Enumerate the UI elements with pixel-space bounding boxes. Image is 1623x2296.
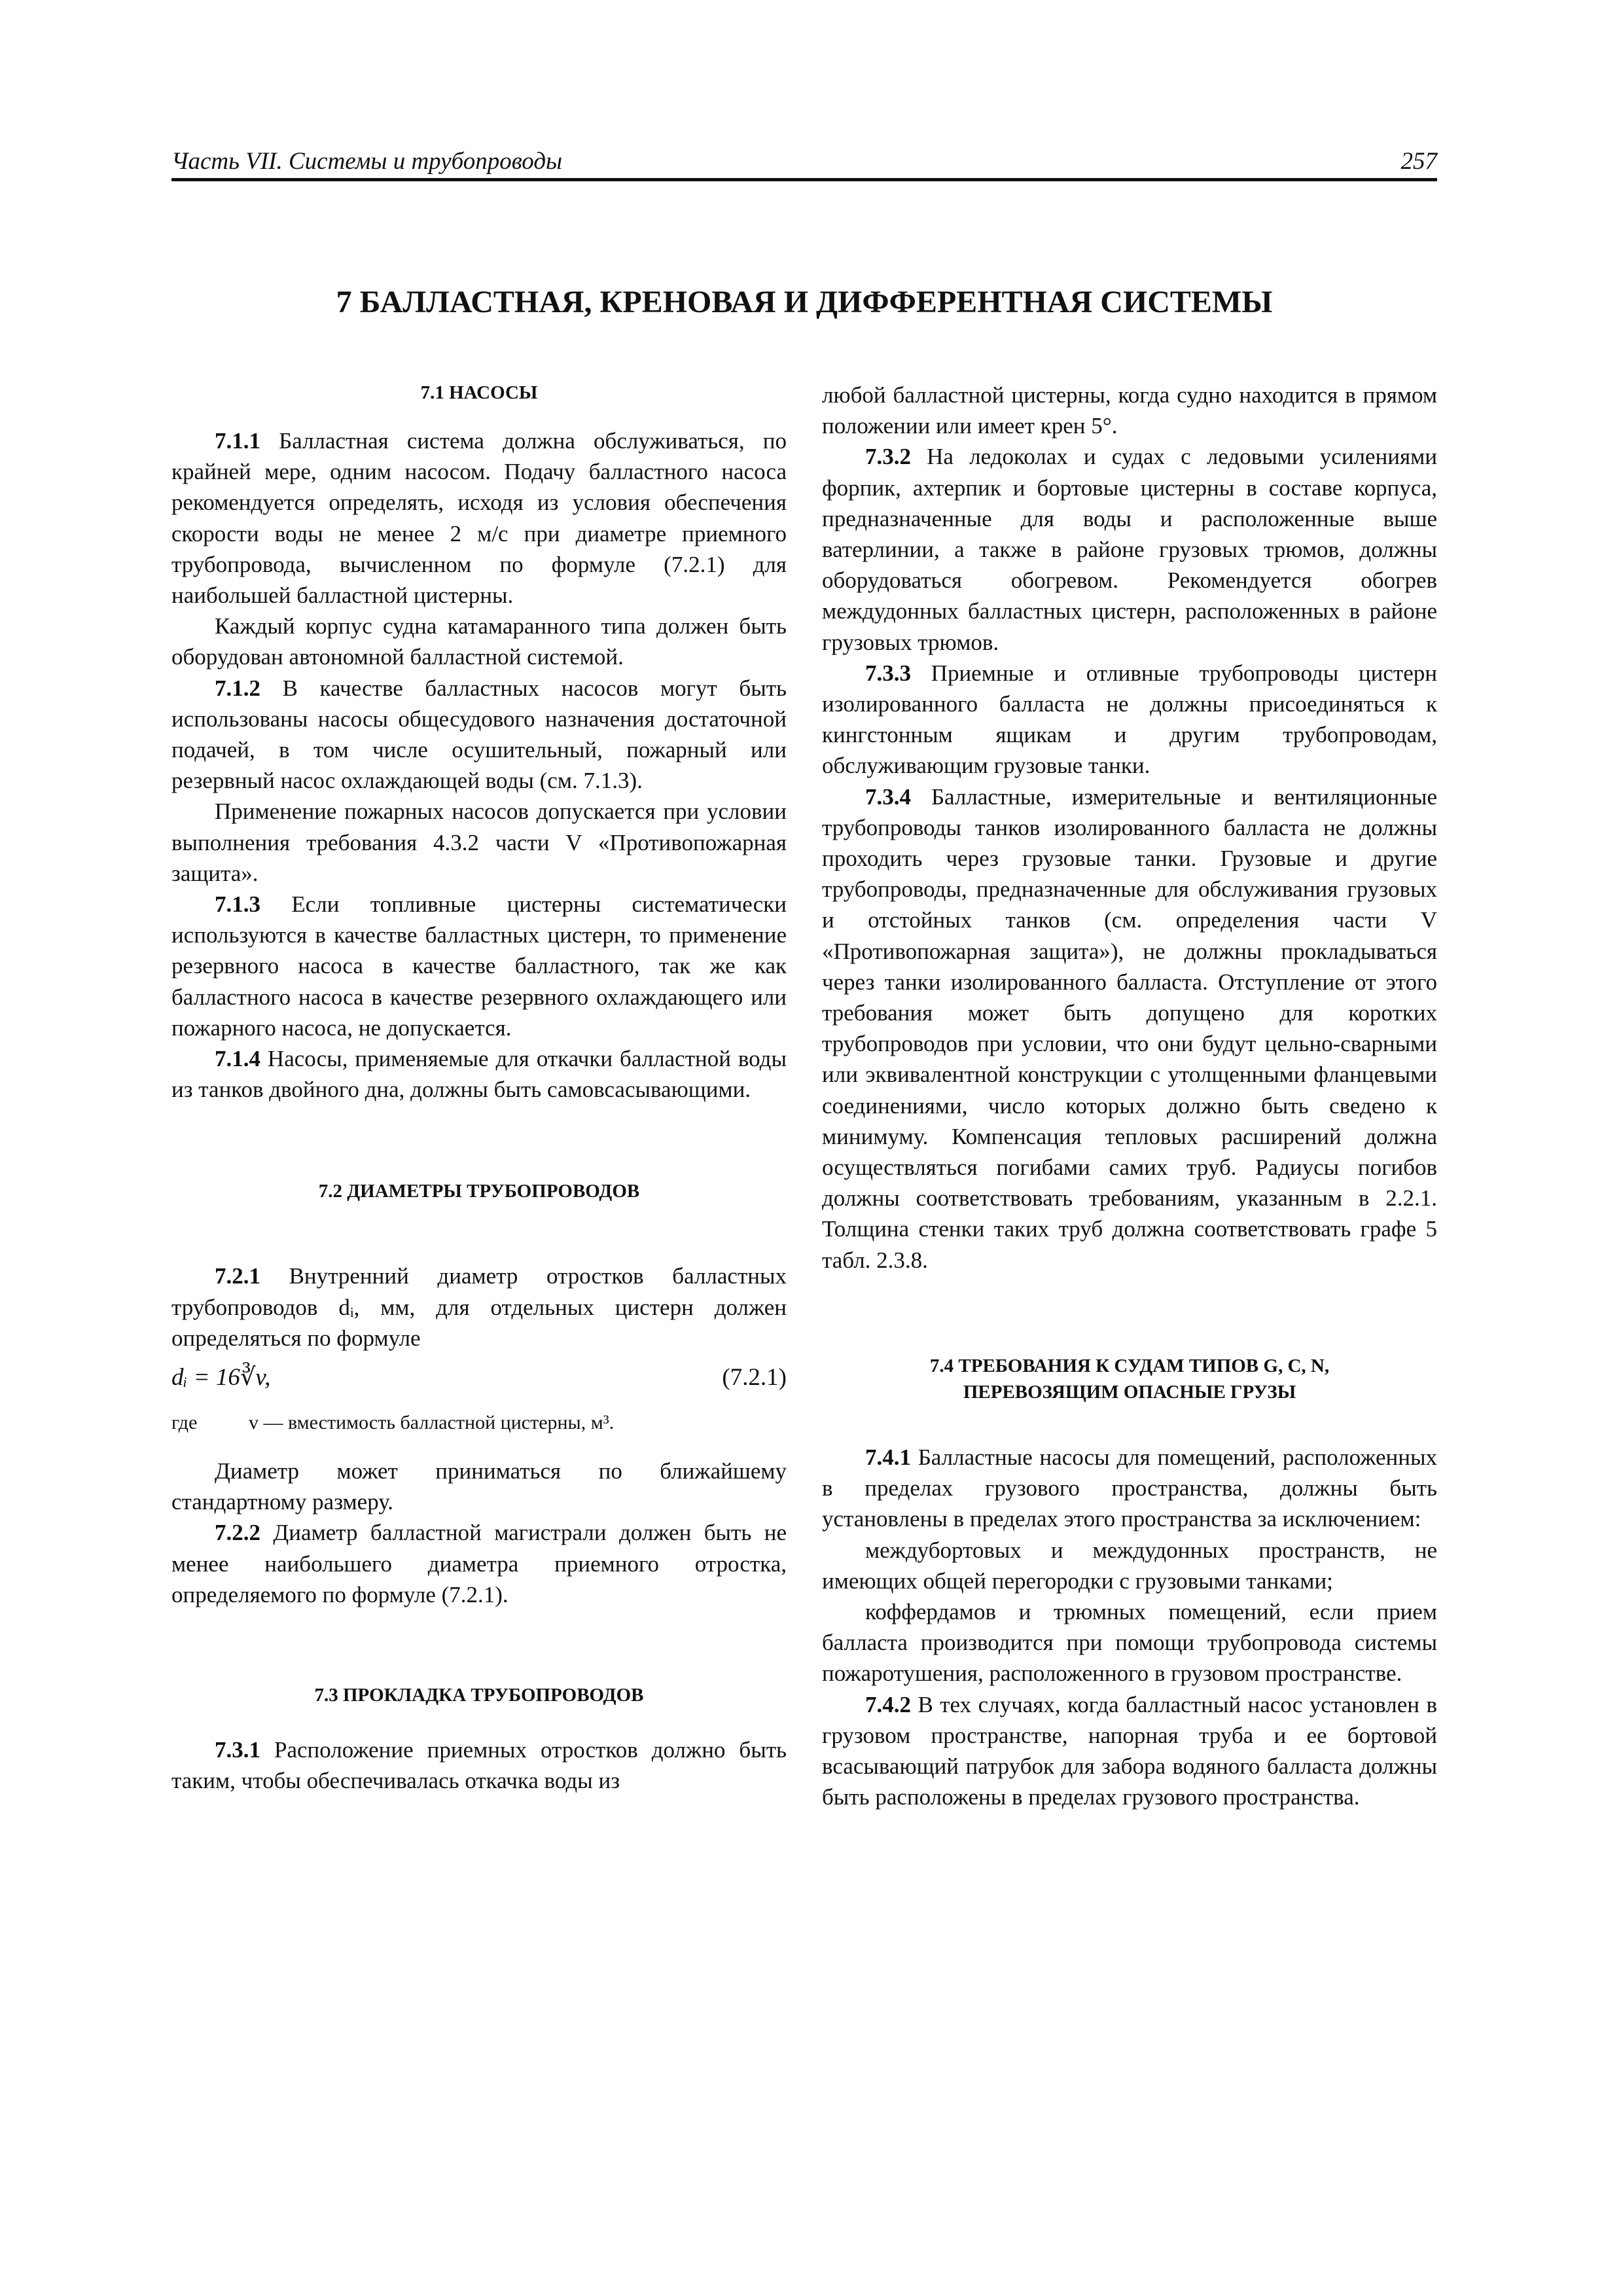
section-heading-7-2: 7.2 ДИАМЕТРЫ ТРУБОПРОВОДОВ [318, 1181, 640, 1202]
paragraph-7-1-2-b: Применение пожарных насосов допускается при условии выполнения требования 4.3.2 части V «Противопожарная защита». [171, 798, 787, 886]
page-number: 257 [1400, 148, 1437, 175]
paragraph-7-3-4 [822, 781, 1437, 1276]
paragraph-text: Расположение приемных отростков должно быть таким, чтобы обеспечивалась откачка воды из [171, 1737, 787, 1794]
paragraph-text: На ледоколах и судах с ледовыми усилениями форпик, ахтерпик и бортовые цистерны в составе корпуса, предназначенные для воды и расположенные выше ватерлинии, а также в районе грузовых трюмов, должны оборудоваться обогревом. Рекомендуется обогрев междудонных балластных цистерн, расположенных в районе грузовых трюмов. [822, 444, 1437, 655]
paragraph-7-1-2 [171, 673, 787, 797]
clause-number: 7.3.1 [215, 1737, 260, 1763]
paragraph-text: Балластные насосы для помещений, расположенных в пределах грузового пространства, должны быть установлены в пределах этого пространства за исключением: [822, 1444, 1437, 1532]
header-rule [171, 178, 1437, 181]
paragraph-7-1-3 [171, 889, 787, 1043]
paragraph-text: Если топливные цистерны систематически используются в качестве балластных цистерн, то применение резервного насоса в качестве балластного, так же как балластного насоса в качестве резервного охлаждающего или пожарного насоса, не допускается. [171, 891, 787, 1041]
paragraph-7-1-1 [171, 425, 787, 611]
paragraph-7-2-1 [171, 1261, 787, 1354]
clause-number: 7.3.4 [865, 783, 911, 810]
legend-text: v — вместимость балластной цистерны, м³. [249, 1412, 615, 1434]
clause-number: 7.2.1 [215, 1263, 260, 1289]
paragraph-7-4-1-item-2: коффердамов и трюмных помещений, если прием балласта производится при помощи трубопровода системы пожаротушения, расположенного в грузовом пространстве. [822, 1598, 1437, 1687]
paragraph-7-2-1-b: Диаметр может приниматься по ближайшему стандартному размеру. [171, 1458, 787, 1515]
clause-number: 7.4.1 [865, 1444, 911, 1470]
paragraph-text: Насосы, применяемые для откачки балластной воды из танков двойного дна, должны быть самовсасывающими. [171, 1046, 787, 1103]
paragraph-7-3-3 [822, 658, 1437, 781]
paragraph-7-3-2 [822, 441, 1437, 657]
clause-number: 7.3.2 [865, 444, 911, 470]
formula-legend [171, 1408, 787, 1440]
left-column [171, 380, 787, 1797]
section-heading-7-4-line1: 7.4 ТРЕБОВАНИЯ К СУДАМ ТИПОВ G, C, N, [929, 1355, 1330, 1376]
section-heading-7-4-line2: ПЕРЕВОЗЯЩИМ ОПАСНЫЕ ГРУЗЫ [963, 1381, 1296, 1403]
clause-number: 7.4.2 [865, 1691, 911, 1717]
paragraph-7-2-2 [171, 1517, 787, 1610]
clause-number: 7.1.2 [215, 675, 260, 701]
paragraph-text: Внутренний диаметр отростков балластных трубопроводов dᵢ, мм, для отдельных цистерн должен определяться по формуле [171, 1263, 787, 1351]
clause-number: 7.1.4 [215, 1046, 260, 1072]
formula-7-2-1 [171, 1359, 787, 1397]
formula-number: (7.2.1) [722, 1364, 787, 1391]
paragraph-7-4-2 [822, 1689, 1437, 1813]
section-heading-7-1: 7.1 НАСОСЫ [420, 382, 538, 403]
formula-expression: dᵢ = 16∛v, [171, 1364, 271, 1391]
paragraph-7-1-4 [171, 1043, 787, 1105]
paragraph-text: Балластные, измерительные и вентиляционные трубопроводы танков изолированного балласта не должны проходить через грузовые танки. Грузовые и другие трубопроводы, предназначенные для обслуживания грузовых и отстойных танков (см. определения части V «Противопожарная защита»), не должны прокладываться через танки изолированного балласта. Отступление от этого требования может быть допущено для коротких трубопроводов при условии, что они будут цельно-сварными или эквивалентной конструкции с утолщенными фланцевыми соединениями, число которых должно быть сведено к минимуму. Компенсация тепловых расширений должна осуществляться погибами самих труб. Радиусы погибов должны соответствовать требованиям, указанным в 2.2.1. Толщина стенки таких труб должна соответствовать графе 5 табл. 2.3.8. [822, 783, 1437, 1273]
paragraph-7-4-1-item-1: междубортовых и междудонных пространств, не имеющих общей перегородки с грузовыми танками; [822, 1537, 1437, 1594]
paragraph-7-3-1-cont: любой балластной цистерны, когда судно находится в прямом положении или имеет крен 5°. [822, 382, 1437, 439]
paragraph-text: В тех случаях, когда балластный насос установлен в грузовом пространстве, напорная труба и ее бортовой всасывающий патрубок для забора водяного балласта должны быть расположены в пределах грузового пространства. [822, 1691, 1437, 1810]
paragraph-text: Балластная система должна обслуживаться, по крайней мере, одним насосом. Подачу балластного насоса рекомендуется определять, исходя из условия обеспечения скорости воды не менее 2 м/с при диаметре приемного трубопровода, вычисленном по формуле (7.2.1) для наибольшей балластной цистерны. [171, 428, 787, 609]
paragraph-text: Диаметр балластной магистрали должен быть не менее наибольшего диаметра приемного отростка, определяемого по формуле (7.2.1). [171, 1520, 787, 1607]
right-column [822, 380, 1437, 1812]
paragraph-7-3-1 [171, 1734, 787, 1796]
paragraph-7-1-1-b: Каждый корпус судна катамаранного типа должен быть оборудован автономной балластной системой. [171, 613, 787, 670]
section-heading-7-3: 7.3 ПРОКЛАДКА ТРУБОПРОВОДОВ [314, 1685, 644, 1706]
running-header [171, 145, 1437, 178]
paragraph-text: В качестве балластных насосов могут быть использованы насосы общесудового назначения достаточной подачей, в том числе осушительный, пожарный или резервный насос охлаждающей воды (см. 7.1.3). [171, 675, 787, 794]
clause-number: 7.1.1 [215, 428, 260, 454]
chapter-title: 7 БАЛЛАСТНАЯ, КРЕНОВАЯ И ДИФФЕРЕНТНАЯ СИСТЕМЫ [336, 285, 1273, 319]
paragraph-text: Приемные и отливные трубопроводы цистерн изолированного балласта не должны присоединяться к кингстонным ящикам и другим трубопроводам, обслуживающим грузовые танки. [822, 660, 1437, 779]
clause-number: 7.1.3 [215, 891, 260, 918]
clause-number: 7.2.2 [215, 1520, 260, 1546]
paragraph-7-4-1 [822, 1442, 1437, 1535]
header-part-title: Часть VII. Системы и трубопроводы [171, 148, 563, 175]
clause-number: 7.3.3 [865, 660, 911, 686]
legend-where: где [171, 1412, 198, 1434]
